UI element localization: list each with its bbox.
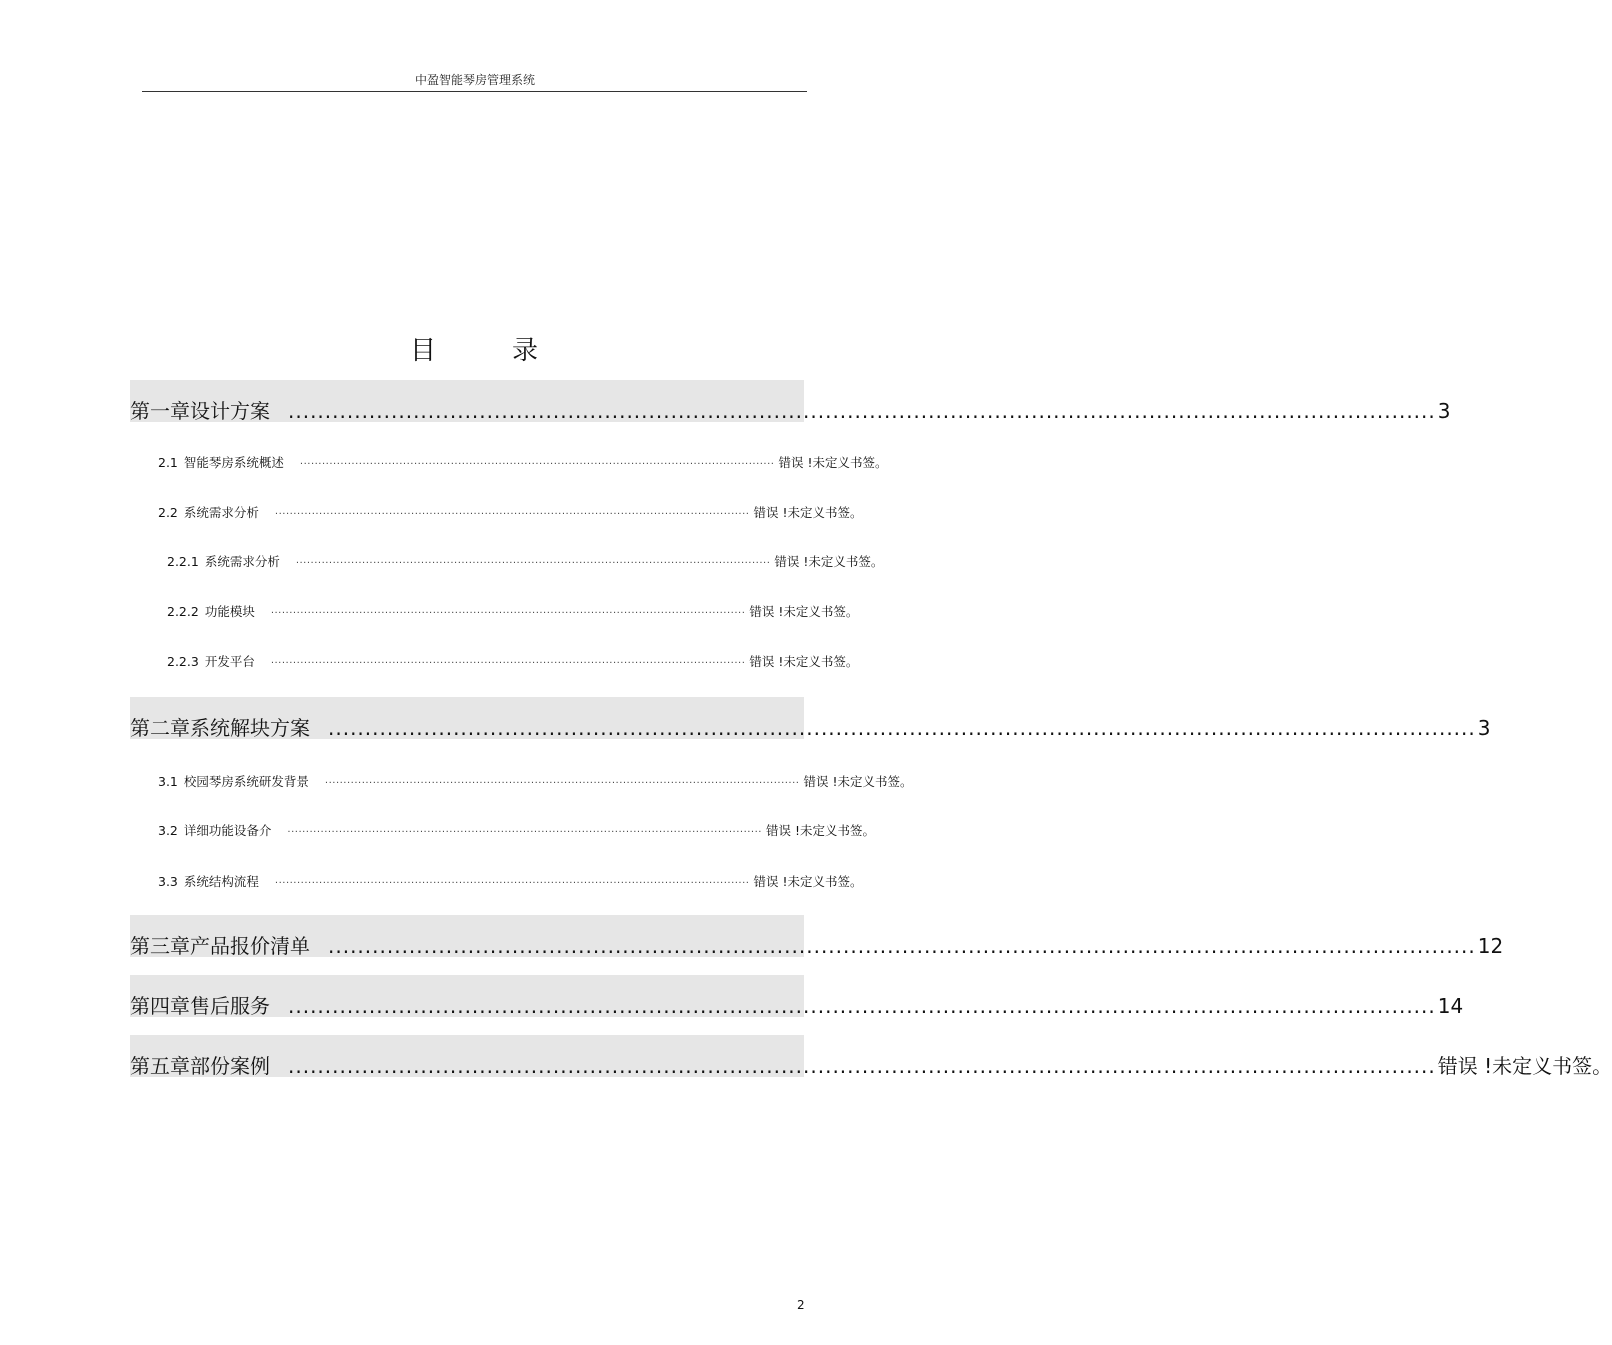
leader-dots: ............................................................................................................................................................ [288, 399, 1436, 423]
toc-section-row[interactable] [158, 772, 913, 790]
toc-chapter-row[interactable] [130, 930, 1504, 960]
toc-section-row[interactable] [158, 821, 875, 839]
section-title: 功能模块 [204, 604, 255, 619]
toc-section-row[interactable] [167, 652, 859, 670]
section-page: 错误 !未定义书签。 [753, 505, 863, 520]
header-rule [142, 91, 807, 92]
section-number: 3.3 [158, 874, 178, 889]
section-page: 错误 !未定义书签。 [774, 554, 884, 569]
leader-dots: ································································································································· [274, 509, 750, 520]
toc-title [0, 330, 950, 367]
toc-chapter-row[interactable] [130, 395, 1451, 425]
leader-dots: ································································································································· [274, 878, 750, 889]
chapter-page: 14 [1437, 994, 1464, 1018]
section-number: 2.2.1 [167, 554, 199, 569]
leader-dots: ································································································································· [270, 608, 746, 619]
toc-title-left: 目 [409, 336, 438, 366]
leader-dots: ································································································································· [270, 658, 746, 669]
chapter-page: 3 [1437, 399, 1451, 423]
leader-dots: ································································································································· [295, 558, 771, 569]
section-title: 校园琴房系统研发背景 [183, 774, 309, 789]
leader-dots: ································································································································· [299, 459, 775, 470]
toc-chapter-row[interactable] [130, 1050, 1612, 1080]
section-page: 错误 !未定义书签。 [753, 874, 863, 889]
toc-section-row[interactable] [158, 453, 888, 471]
section-page: 错误 !未定义书签。 [803, 774, 913, 789]
chapter-number: 第一章 [130, 399, 190, 423]
section-number: 2.2.3 [167, 654, 199, 669]
section-page: 错误 !未定义书签。 [765, 823, 875, 838]
section-title: 开发平台 [204, 654, 255, 669]
chapter-title: 设计方案 [190, 399, 270, 423]
section-page: 错误 !未定义书签。 [749, 604, 859, 619]
toc-section-row[interactable] [158, 503, 863, 521]
leader-dots: ............................................................................................................................................................ [288, 994, 1436, 1018]
chapter-page: 错误 !未定义书签。 [1437, 1054, 1612, 1078]
leader-dots: ································································································································· [287, 827, 762, 838]
page-number: 2 [797, 1298, 805, 1312]
leader-dots: ............................................................................................................................................................ [328, 716, 1476, 740]
toc-section-row[interactable] [158, 872, 863, 890]
toc-section-row[interactable] [167, 602, 859, 620]
section-title: 详细功能设备介 [183, 823, 272, 838]
section-number: 2.2.2 [167, 604, 199, 619]
section-number: 2.1 [158, 455, 178, 470]
section-page: 错误 !未定义书签。 [749, 654, 859, 669]
section-title: 系统需求分析 [183, 505, 259, 520]
toc-chapter-row[interactable] [130, 712, 1491, 742]
section-number: 2.2 [158, 505, 178, 520]
chapter-title: 系统解块方案 [190, 716, 310, 740]
leader-dots: ............................................................................................................................................................ [288, 1054, 1436, 1078]
chapter-number: 第四章 [130, 994, 190, 1018]
chapter-title: 售后服务 [190, 994, 270, 1018]
section-number: 3.1 [158, 774, 178, 789]
section-title: 智能琴房系统概述 [183, 455, 284, 470]
section-title: 系统需求分析 [204, 554, 280, 569]
chapter-title: 产品报价清单 [190, 934, 310, 958]
toc-section-row[interactable] [167, 552, 884, 570]
chapter-page: 12 [1477, 934, 1504, 958]
section-number: 3.2 [158, 823, 178, 838]
leader-dots: ............................................................................................................................................................ [328, 934, 1476, 958]
chapter-number: 第二章 [130, 716, 190, 740]
toc-chapter-row[interactable] [130, 990, 1464, 1020]
chapter-title: 部份案例 [190, 1054, 270, 1078]
section-title: 系统结构流程 [183, 874, 259, 889]
page-header-title: 中盈智能琴房管理系统 [414, 73, 535, 87]
toc-title-right: 录 [512, 336, 541, 366]
leader-dots: ································································································································· [324, 778, 800, 789]
chapter-number: 第三章 [130, 934, 190, 958]
chapter-page: 3 [1477, 716, 1491, 740]
section-page: 错误 !未定义书签。 [778, 455, 888, 470]
chapter-number: 第五章 [130, 1054, 190, 1078]
